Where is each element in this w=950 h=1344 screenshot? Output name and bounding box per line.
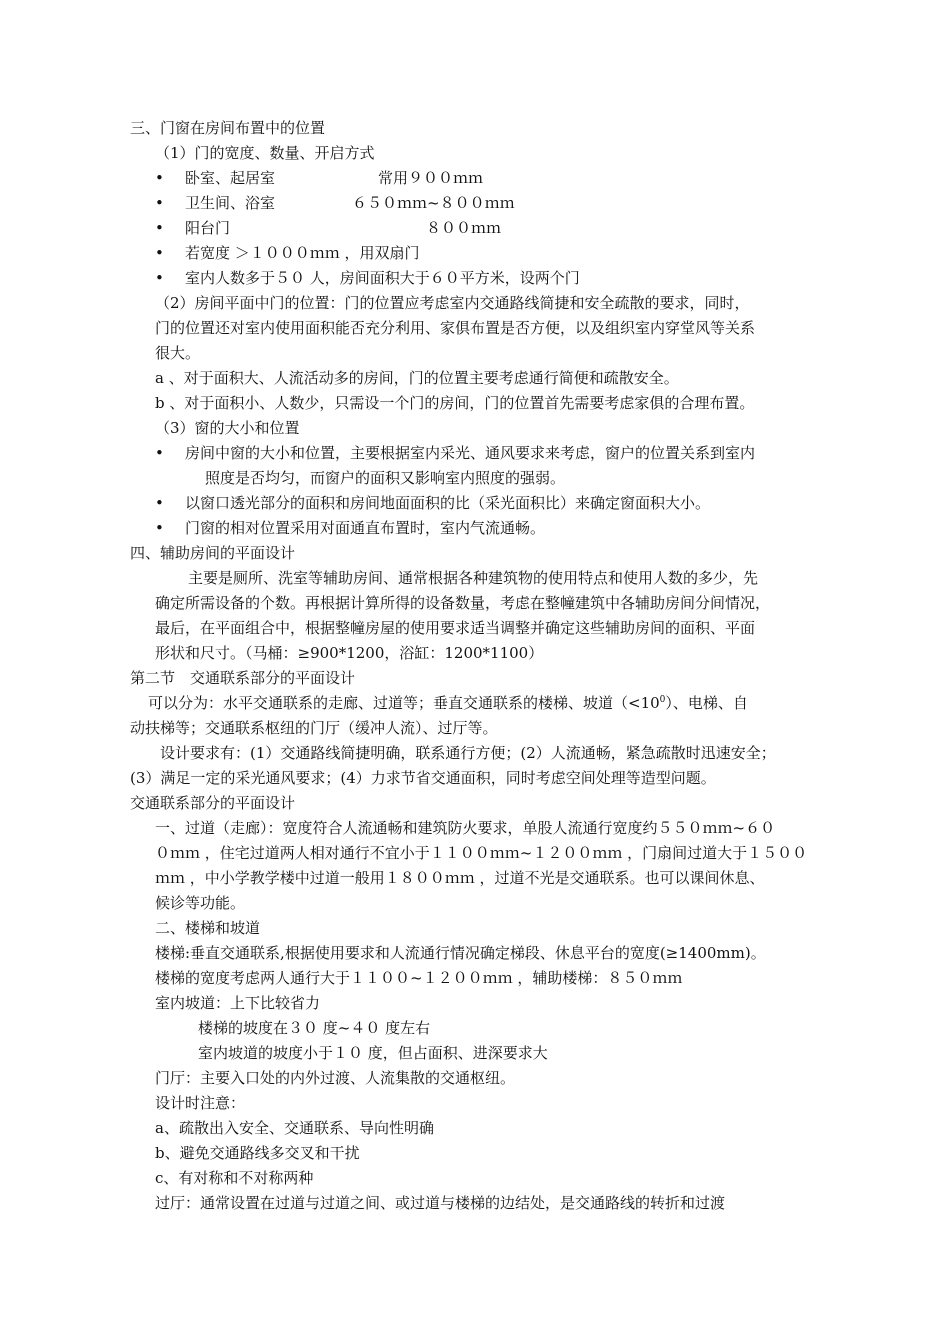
- door-position-a: a 、对于面积大、人流活动多的房间，门的位置主要考虑通行简便和疏散安全。: [155, 369, 679, 387]
- design-req-line1: 设计要求有：(1）交通路线简捷明确，联系通行方便；(2）人流通畅，紧急疏散时迅速安全；: [160, 744, 776, 762]
- window-rule3: 门窗的相对位置采用对面通直布置时，室内气流通畅。: [185, 519, 546, 537]
- window-rule1-line1: 房间中窗的大小和位置，主要根据室内采光、通风要求来考虑，窗户的位置关系到室内: [185, 444, 756, 462]
- hall-definition: 过厅：通常设置在过道与过道之间、或过道与楼梯的边结处，是交通路线的转折和过渡: [155, 1194, 726, 1212]
- bullet-dot: •: [155, 444, 164, 462]
- door-position-line2: 门的位置还对室内使用面积能否充分利用、家俱布置是否方便，以及组织室内穿堂风等关系: [155, 319, 756, 337]
- door-bedroom-value: 常用９００ｍｍ: [378, 169, 484, 187]
- ramp-slope: 室内坡道的坡度小于１０ 度，但占面积、进深要求大: [198, 1044, 548, 1062]
- corridor-line1: 一、过道（走廊）：宽度符合人流通畅和建筑防火要求，单股人流通行宽度约５５０ｍｍ~６０: [155, 819, 776, 837]
- stairs-heading: 二、楼梯和坡道: [155, 919, 261, 937]
- aux-room-para-line4: 形状和尺寸。（马桶：≥900*1200，浴缸：1200*1100）: [155, 644, 544, 662]
- door-double-rule: 若宽度 ＞１０００ｍｍ ，用双扇门: [185, 244, 420, 262]
- door-position-line1: （2）房间平面中门的位置：门的位置应考虑室内交通路线简捷和安全疏散的要求，同时，: [155, 294, 750, 312]
- design-note-b: b、避免交通路线多交叉和干扰: [155, 1144, 360, 1162]
- bullet-dot: •: [155, 269, 164, 287]
- chapter-heading: 第二节 交通联系部分的平面设计: [130, 669, 356, 687]
- ramp-heading: 室内坡道：上下比较省力: [155, 994, 321, 1012]
- door-position-b: b 、对于面积小、人数少，只需设一个门的房间，门的位置首先需要考虑家俱的合理布置。: [155, 394, 755, 412]
- corridor-line2: ０ｍｍ ，住宅过道两人相对通行不宜小于１１００ｍｍ~１２００ｍｍ ，门扇间过道大于１５００: [155, 844, 808, 862]
- door-bedroom-label: 卧室、起居室: [185, 169, 276, 187]
- design-req-line2: (3）满足一定的采光通风要求；(4）力求节省交通面积，同时考虑空间处理等造型问题。: [130, 769, 716, 787]
- bullet-dot: •: [155, 219, 164, 237]
- traffic-design-heading: 交通联系部分的平面设计: [130, 794, 296, 812]
- corridor-line3: ｍｍ ，中小学教学楼中过道一般用１８００ｍｍ ，过道不光是交通联系。也可以课间休息、: [155, 869, 765, 887]
- bullet-dot: •: [155, 244, 164, 262]
- aux-room-para-line1: 主要是厕所、洗室等辅助房间、通常根据各种建筑物的使用特点和使用人数的多少，先: [188, 569, 759, 587]
- subheading-door-width: （1）门的宽度、数量、开启方式: [155, 144, 375, 162]
- aux-room-para-line3: 最后，在平面组合中，根据整幢房屋的使用要求适当调整并确定这些辅助房间的面积、平面: [155, 619, 756, 637]
- aux-room-para-line2: 确定所需设备的个数。再根据计算所得的设备数量，考虑在整幢建筑中各辅助房间分间情况，: [155, 594, 771, 612]
- door-balcony-label: 阳台门: [185, 219, 231, 237]
- bullet-dot: •: [155, 519, 164, 537]
- door-bathroom-label: 卫生间、浴室: [185, 194, 276, 212]
- door-two-doors-rule: 室内人数多于５０ 人，房间面积大于６０平方米，设两个门: [185, 269, 580, 287]
- bullet-dot: •: [155, 494, 164, 512]
- window-rule1-line2: 照度是否均匀，而窗户的面积又影响室内照度的强弱。: [205, 469, 566, 487]
- bullet-dot: •: [155, 194, 164, 212]
- stairs-line2: 楼梯的宽度考虑两人通行大于１１００~１２００ｍｍ ，辅助楼梯：８５０ｍｍ: [155, 969, 683, 987]
- door-balcony-value: ８００ｍｍ: [426, 219, 502, 237]
- section3-heading: 三、门窗在房间布置中的位置: [130, 119, 326, 137]
- traffic-intro-line1: 可以分为：水平交通联系的走廊、过道等；垂直交通联系的楼梯、坡道$(<10^0)$、电梯、自: [148, 694, 748, 712]
- design-note-a: a、疏散出入安全、交通联系、导向性明确: [155, 1119, 434, 1137]
- traffic-intro-line2: 动扶梯等；交通联系枢纽的门厅（缓冲人流）、过厅等。: [130, 719, 498, 737]
- door-bathroom-value: ６５０ｍｍ~８００ｍｍ: [352, 194, 515, 212]
- design-notes-heading: 设计时注意：: [155, 1094, 246, 1112]
- section4-heading: 四、辅助房间的平面设计: [130, 544, 296, 562]
- lobby-definition: 门厅：主要入口处的内外过渡、人流集散的交通枢纽。: [155, 1069, 516, 1087]
- door-position-line3: 很大。: [155, 344, 201, 362]
- subheading-window: （3）窗的大小和位置: [155, 419, 300, 437]
- stairs-line1: 楼梯:垂直交通联系,根据使用要求和人流通行情况确定梯段、休息平台的宽度(≥1400mm)。: [155, 944, 766, 962]
- bullet-dot: •: [155, 169, 164, 187]
- corridor-line4: 候诊等功能。: [155, 894, 246, 912]
- stairs-slope: 楼梯的坡度在３０ 度~４０ 度左右: [198, 1019, 431, 1037]
- window-rule2: 以窗口透光部分的面积和房间地面面积的比（采光面积比）来确定窗面积大小。: [185, 494, 711, 512]
- design-note-c: c、有对称和不对称两种: [155, 1169, 314, 1187]
